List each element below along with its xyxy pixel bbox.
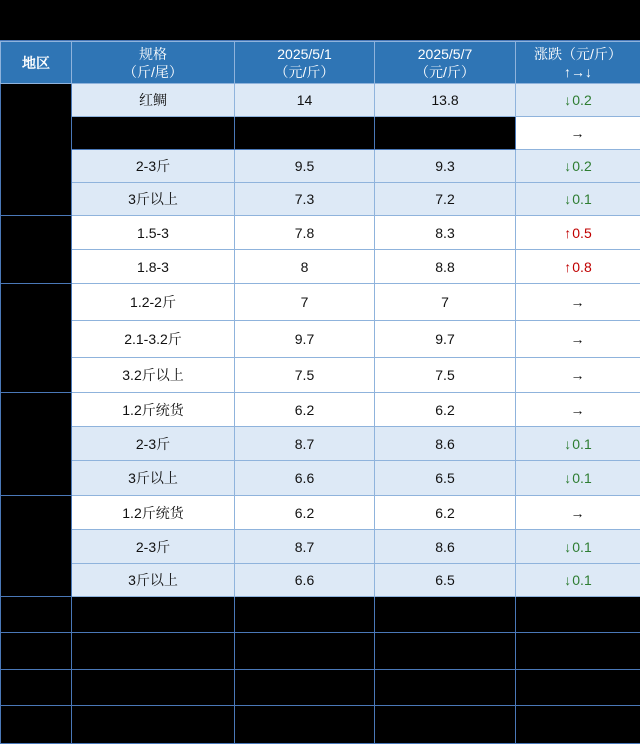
price-date1-cell: 7.5 bbox=[235, 358, 375, 393]
spec-cell: 1.2斤统货 bbox=[72, 393, 235, 427]
header-change: 涨跌（元/斤） ↑→↓ bbox=[516, 42, 640, 84]
price-date1-cell-redacted bbox=[235, 117, 375, 150]
price-date2-cell: 9.3 bbox=[375, 150, 516, 183]
price-date2-cell: 6.5 bbox=[375, 461, 516, 496]
header-row bbox=[1, 42, 640, 84]
price-date1-cell: 14 bbox=[235, 84, 375, 117]
change-cell bbox=[516, 496, 640, 530]
price-date1-cell: 6.2 bbox=[235, 393, 375, 427]
price-table bbox=[0, 41, 640, 744]
header-spec: 规格 （斤/尾） bbox=[72, 42, 235, 84]
spec-cell: 1.2-2斤 bbox=[72, 284, 235, 321]
spec-cell: 3斤以上 bbox=[72, 564, 235, 597]
table-row bbox=[1, 496, 640, 530]
price-date2-cell: 6.5 bbox=[375, 564, 516, 597]
arrow-down-icon: ↓ bbox=[564, 572, 571, 588]
arrow-down-icon: ↓ bbox=[564, 92, 571, 108]
arrow-up-icon: ↑ bbox=[564, 259, 571, 275]
price-date2-cell: 8.3 bbox=[375, 216, 516, 250]
price-date1-cell: 6.6 bbox=[235, 564, 375, 597]
arrow-down-icon: ↓ bbox=[564, 158, 571, 174]
table-row-redacted bbox=[1, 633, 640, 670]
table-row bbox=[1, 216, 640, 250]
arrow-up-icon: ↑ bbox=[564, 225, 571, 241]
region-cell-redacted bbox=[1, 496, 72, 597]
price-date2-cell: 9.7 bbox=[375, 321, 516, 358]
price-date2-cell: 8.6 bbox=[375, 427, 516, 461]
redacted-title-bar bbox=[0, 0, 640, 41]
change-cell: ↓0.2 bbox=[516, 84, 640, 117]
table-row bbox=[1, 183, 640, 216]
change-cell: ↓0.1 bbox=[516, 530, 640, 564]
change-cell: ↓0.2 bbox=[516, 150, 640, 183]
region-cell-redacted bbox=[1, 84, 72, 216]
table-row bbox=[1, 461, 640, 496]
change-cell bbox=[516, 321, 640, 358]
change-cell bbox=[516, 358, 640, 393]
arrow-down-icon: ↓ bbox=[564, 470, 571, 486]
price-date1-cell: 9.7 bbox=[235, 321, 375, 358]
price-date2-cell: 6.2 bbox=[375, 393, 516, 427]
change-cell: ↑0.8 bbox=[516, 250, 640, 284]
change-cell bbox=[516, 393, 640, 427]
table-row bbox=[1, 321, 640, 358]
price-date1-cell: 8.7 bbox=[235, 530, 375, 564]
change-cell: ↓0.1 bbox=[516, 427, 640, 461]
price-date1-cell: 7.3 bbox=[235, 183, 375, 216]
price-date2-cell: 7.2 bbox=[375, 183, 516, 216]
table-row bbox=[1, 358, 640, 393]
spec-cell: 1.2斤统货 bbox=[72, 496, 235, 530]
spec-cell: 红鲷 bbox=[72, 84, 235, 117]
table-row bbox=[1, 393, 640, 427]
arrow-down-icon: ↓ bbox=[564, 436, 571, 452]
price-date1-cell: 9.5 bbox=[235, 150, 375, 183]
change-cell: ↓0.1 bbox=[516, 183, 640, 216]
table-row bbox=[1, 427, 640, 461]
header-region: 地区 bbox=[1, 42, 72, 84]
arrow-right-icon: → bbox=[571, 402, 585, 418]
spec-cell: 1.8-3 bbox=[72, 250, 235, 284]
spec-cell: 1.5-3 bbox=[72, 216, 235, 250]
price-date2-cell: 6.2 bbox=[375, 496, 516, 530]
arrow-down-icon: ↓ bbox=[564, 191, 571, 207]
price-date1-cell: 6.2 bbox=[235, 496, 375, 530]
table-row bbox=[1, 84, 640, 117]
table-row bbox=[1, 117, 640, 150]
header-date1: 2025/5/1 （元/斤） bbox=[235, 42, 375, 84]
price-date1-cell: 7 bbox=[235, 284, 375, 321]
region-cell-redacted bbox=[1, 216, 72, 284]
table-row bbox=[1, 250, 640, 284]
header-date2: 2025/5/7 （元/斤） bbox=[375, 42, 516, 84]
price-date2-cell: 8.8 bbox=[375, 250, 516, 284]
spec-cell: 2-3斤 bbox=[72, 530, 235, 564]
spec-cell: 3斤以上 bbox=[72, 461, 235, 496]
price-date2-cell: 13.8 bbox=[375, 84, 516, 117]
table-row-redacted bbox=[1, 670, 640, 706]
change-cell: ↓0.1 bbox=[516, 461, 640, 496]
price-date2-cell: 7.5 bbox=[375, 358, 516, 393]
price-date2-cell: 8.6 bbox=[375, 530, 516, 564]
spec-cell: 2-3斤 bbox=[72, 427, 235, 461]
change-cell: ↓0.1 bbox=[516, 564, 640, 597]
spec-cell: 2.1-3.2斤 bbox=[72, 321, 235, 358]
arrow-right-icon: → bbox=[571, 294, 585, 310]
price-date1-cell: 8.7 bbox=[235, 427, 375, 461]
table-row bbox=[1, 150, 640, 183]
price-date1-cell: 8 bbox=[235, 250, 375, 284]
arrow-right-icon: → bbox=[571, 125, 585, 141]
price-date1-cell: 7.8 bbox=[235, 216, 375, 250]
spec-cell: 3.2斤以上 bbox=[72, 358, 235, 393]
arrow-down-icon: ↓ bbox=[564, 539, 571, 555]
change-cell: ↑0.5 bbox=[516, 216, 640, 250]
price-date2-cell: 7 bbox=[375, 284, 516, 321]
table-row-redacted bbox=[1, 597, 640, 633]
arrow-right-icon: → bbox=[571, 367, 585, 383]
spec-cell: 3斤以上 bbox=[72, 183, 235, 216]
arrow-right-icon: → bbox=[571, 331, 585, 347]
table-row bbox=[1, 530, 640, 564]
change-cell bbox=[516, 117, 640, 150]
table-row bbox=[1, 284, 640, 321]
table-row bbox=[1, 564, 640, 597]
price-date1-cell: 6.6 bbox=[235, 461, 375, 496]
spec-cell-redacted bbox=[72, 117, 235, 150]
arrow-right-icon: → bbox=[571, 505, 585, 521]
change-cell bbox=[516, 284, 640, 321]
region-cell-redacted bbox=[1, 393, 72, 496]
spec-cell: 2-3斤 bbox=[72, 150, 235, 183]
price-date2-cell-redacted bbox=[375, 117, 516, 150]
region-cell-redacted bbox=[1, 284, 72, 393]
